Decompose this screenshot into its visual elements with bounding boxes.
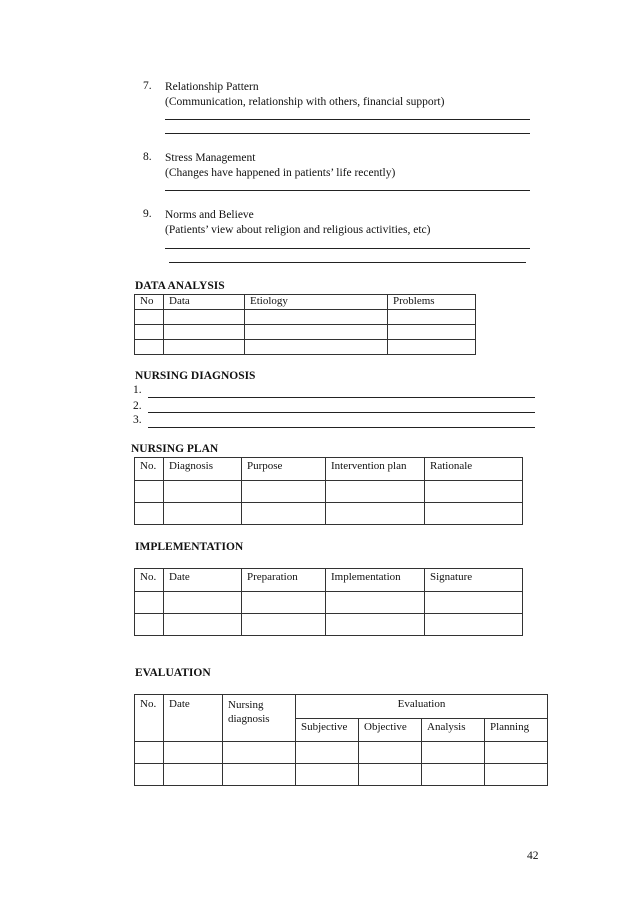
evaluation-heading: EVALUATION xyxy=(135,667,211,679)
column-header: No. xyxy=(135,458,164,481)
table-header-row xyxy=(135,695,548,719)
table-cell[interactable] xyxy=(164,310,245,325)
implementation-table xyxy=(134,568,523,636)
table-cell[interactable] xyxy=(164,764,223,786)
table-cell[interactable] xyxy=(135,325,164,340)
table-cell[interactable] xyxy=(164,481,242,503)
fill-line[interactable] xyxy=(169,262,526,263)
diagnosis-item-number: 3. xyxy=(133,414,142,426)
column-header: Subjective xyxy=(296,719,359,742)
table-cell[interactable] xyxy=(164,742,223,764)
column-header: Intervention plan xyxy=(326,458,425,481)
table-cell[interactable] xyxy=(388,310,476,325)
table-row xyxy=(135,614,523,636)
table-row xyxy=(135,481,523,503)
table-cell[interactable] xyxy=(425,614,523,636)
diagnosis-item-number: 1. xyxy=(133,384,142,396)
fill-line[interactable] xyxy=(165,119,530,120)
table-cell[interactable] xyxy=(135,503,164,525)
column-header: Data xyxy=(164,295,245,310)
table-cell[interactable] xyxy=(425,503,523,525)
column-header: Diagnosis xyxy=(164,458,242,481)
table-cell[interactable] xyxy=(326,481,425,503)
column-header: Purpose xyxy=(242,458,326,481)
table-cell[interactable] xyxy=(135,764,164,786)
table-row xyxy=(135,340,476,355)
column-header: No. xyxy=(135,569,164,592)
section-title: Stress Management xyxy=(165,152,256,164)
section-subtitle: (Patients’ view about religion and religious activities, etc) xyxy=(165,224,431,236)
nursing-plan-table xyxy=(134,457,523,525)
section-title: Norms and Believe xyxy=(165,209,254,221)
table-cell[interactable] xyxy=(326,592,425,614)
table-cell[interactable] xyxy=(359,764,422,786)
table-cell[interactable] xyxy=(164,340,245,355)
table-cell[interactable] xyxy=(388,325,476,340)
table-cell[interactable] xyxy=(164,503,242,525)
table-row xyxy=(135,503,523,525)
table-cell[interactable] xyxy=(485,764,548,786)
table-cell[interactable] xyxy=(245,310,388,325)
table-cell[interactable] xyxy=(326,503,425,525)
page-number: 42 xyxy=(527,850,539,862)
section-title: Relationship Pattern xyxy=(165,81,259,93)
nursing-diagnosis-heading: NURSING DIAGNOSIS xyxy=(135,370,256,382)
table-cell[interactable] xyxy=(135,742,164,764)
table-cell[interactable] xyxy=(485,742,548,764)
table-cell[interactable] xyxy=(326,614,425,636)
table-row xyxy=(135,742,548,764)
column-header: No. xyxy=(135,695,164,742)
table-cell[interactable] xyxy=(164,614,242,636)
table-cell[interactable] xyxy=(245,340,388,355)
table-cell[interactable] xyxy=(135,481,164,503)
table-header-row xyxy=(135,458,523,481)
column-header: Evaluation xyxy=(296,695,548,719)
diagnosis-item-number: 2. xyxy=(133,400,142,412)
evaluation-table xyxy=(134,694,548,786)
table-cell[interactable] xyxy=(242,481,326,503)
table-cell[interactable] xyxy=(425,592,523,614)
table-cell[interactable] xyxy=(135,340,164,355)
column-header: No xyxy=(135,295,164,310)
table-cell[interactable] xyxy=(242,503,326,525)
table-cell[interactable] xyxy=(223,764,296,786)
nursing-plan-heading: NURSING PLAN xyxy=(131,443,219,455)
column-header: Analysis xyxy=(422,719,485,742)
data-analysis-heading: DATA ANALYSIS xyxy=(135,280,225,292)
table-cell[interactable] xyxy=(296,742,359,764)
section-subtitle: (Communication, relationship with others, financial support) xyxy=(165,96,445,108)
fill-line[interactable] xyxy=(148,427,535,428)
table-cell[interactable] xyxy=(425,481,523,503)
column-header: Problems xyxy=(388,295,476,310)
fill-line[interactable] xyxy=(148,397,535,398)
table-row xyxy=(135,592,523,614)
section-number: 8. xyxy=(143,151,152,163)
section-subtitle: (Changes have happened in patients’ life recently) xyxy=(165,167,396,179)
table-cell[interactable] xyxy=(359,742,422,764)
fill-line[interactable] xyxy=(165,133,530,134)
table-cell[interactable] xyxy=(164,592,242,614)
section-number: 9. xyxy=(143,208,152,220)
data-analysis-table xyxy=(134,294,476,355)
table-header-row xyxy=(135,569,523,592)
table-header-row xyxy=(135,295,476,310)
table-cell[interactable] xyxy=(296,764,359,786)
table-row xyxy=(135,325,476,340)
table-cell[interactable] xyxy=(242,592,326,614)
fill-line[interactable] xyxy=(148,412,535,413)
column-header: Date xyxy=(164,695,223,742)
column-header: Planning xyxy=(485,719,548,742)
table-cell[interactable] xyxy=(135,614,164,636)
column-header: Signature xyxy=(425,569,523,592)
table-cell[interactable] xyxy=(422,764,485,786)
column-header: Nursing diagnosis xyxy=(223,695,296,742)
column-header: Implementation xyxy=(326,569,425,592)
fill-line[interactable] xyxy=(165,248,530,249)
section-number: 7. xyxy=(143,80,152,92)
column-header: Preparation xyxy=(242,569,326,592)
column-header: Etiology xyxy=(245,295,388,310)
column-header: Objective xyxy=(359,719,422,742)
column-header: Date xyxy=(164,569,242,592)
column-header: Rationale xyxy=(425,458,523,481)
table-cell[interactable] xyxy=(164,325,245,340)
fill-line[interactable] xyxy=(165,190,530,191)
table-row xyxy=(135,764,548,786)
table-cell[interactable] xyxy=(223,742,296,764)
table-row xyxy=(135,310,476,325)
table-cell[interactable] xyxy=(388,340,476,355)
implementation-heading: IMPLEMENTATION xyxy=(135,541,244,553)
table-cell[interactable] xyxy=(245,325,388,340)
table-cell[interactable] xyxy=(135,310,164,325)
table-cell[interactable] xyxy=(422,742,485,764)
table-cell[interactable] xyxy=(242,614,326,636)
table-cell[interactable] xyxy=(135,592,164,614)
